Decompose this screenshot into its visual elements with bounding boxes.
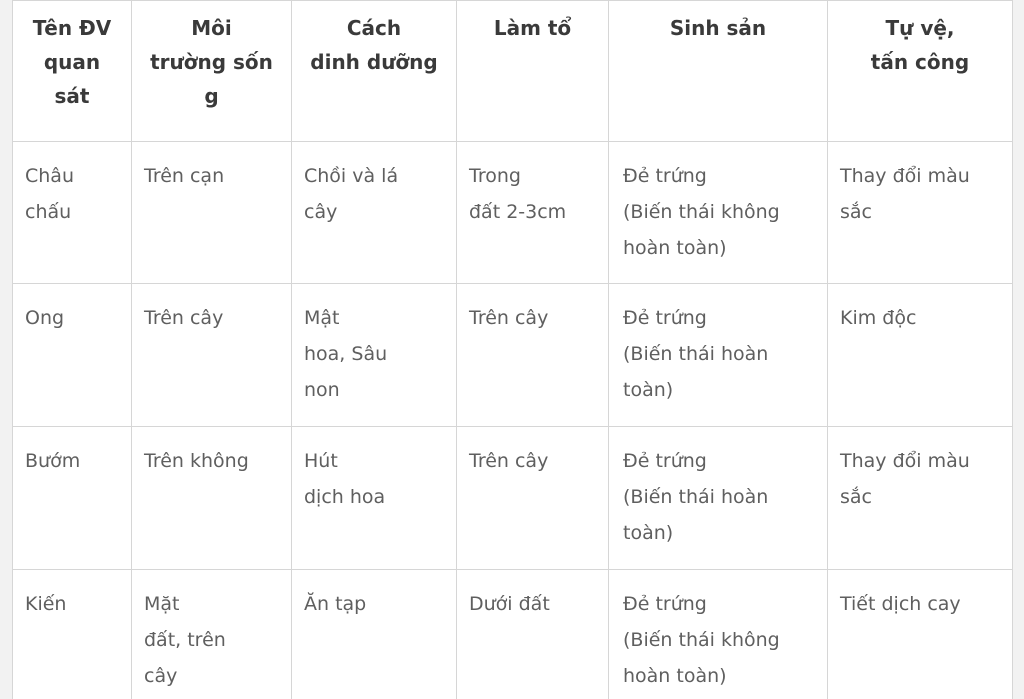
header-nutrition: Cách dinh dưỡng bbox=[292, 1, 457, 142]
cell-nesting: Dưới đất bbox=[457, 570, 609, 699]
cell-reproduction: Đẻ trứng (Biến thái hoàn toàn) bbox=[609, 427, 828, 570]
cell-nesting: Trên cây bbox=[457, 284, 609, 427]
table-row bbox=[13, 284, 1013, 427]
table-row bbox=[13, 142, 1013, 284]
cell-nutrition: Ăn tạp bbox=[292, 570, 457, 699]
header-habitat: Môi trường sốn g bbox=[132, 1, 292, 142]
table-header-row bbox=[13, 1, 1013, 142]
header-defense: Tự vệ, tấn công bbox=[828, 1, 1013, 142]
table-row bbox=[13, 427, 1013, 570]
cell-nesting: Trong đất 2-3cm bbox=[457, 142, 609, 284]
cell-animal-name: Châu chấu bbox=[13, 142, 132, 284]
cell-habitat: Trên cạn bbox=[132, 142, 292, 284]
header-animal-name: Tên ĐV quan sát bbox=[13, 1, 132, 142]
cell-defense: Thay đổi màu sắc bbox=[828, 142, 1013, 284]
cell-nutrition: Mật hoa, Sâu non bbox=[292, 284, 457, 427]
cell-defense: Tiết dịch cay bbox=[828, 570, 1013, 699]
animal-comparison-table bbox=[12, 0, 1013, 699]
cell-habitat: Trên không bbox=[132, 427, 292, 570]
cell-defense: Thay đổi màu sắc bbox=[828, 427, 1013, 570]
cell-reproduction: Đẻ trứng (Biến thái không hoàn toàn) bbox=[609, 142, 828, 284]
cell-habitat: Trên cây bbox=[132, 284, 292, 427]
header-nesting: Làm tổ bbox=[457, 1, 609, 142]
header-reproduction: Sinh sản bbox=[609, 1, 828, 142]
cell-reproduction: Đẻ trứng (Biến thái không hoàn toàn) bbox=[609, 570, 828, 699]
cell-nutrition: Hút dịch hoa bbox=[292, 427, 457, 570]
cell-animal-name: Bướm bbox=[13, 427, 132, 570]
cell-reproduction: Đẻ trứng (Biến thái hoàn toàn) bbox=[609, 284, 828, 427]
cell-animal-name: Ong bbox=[13, 284, 132, 427]
cell-nesting: Trên cây bbox=[457, 427, 609, 570]
cell-habitat: Mặt đất, trên cây bbox=[132, 570, 292, 699]
cell-nutrition: Chồi và lá cây bbox=[292, 142, 457, 284]
cell-defense: Kim độc bbox=[828, 284, 1013, 427]
table-row bbox=[13, 570, 1013, 699]
cell-animal-name: Kiến bbox=[13, 570, 132, 699]
